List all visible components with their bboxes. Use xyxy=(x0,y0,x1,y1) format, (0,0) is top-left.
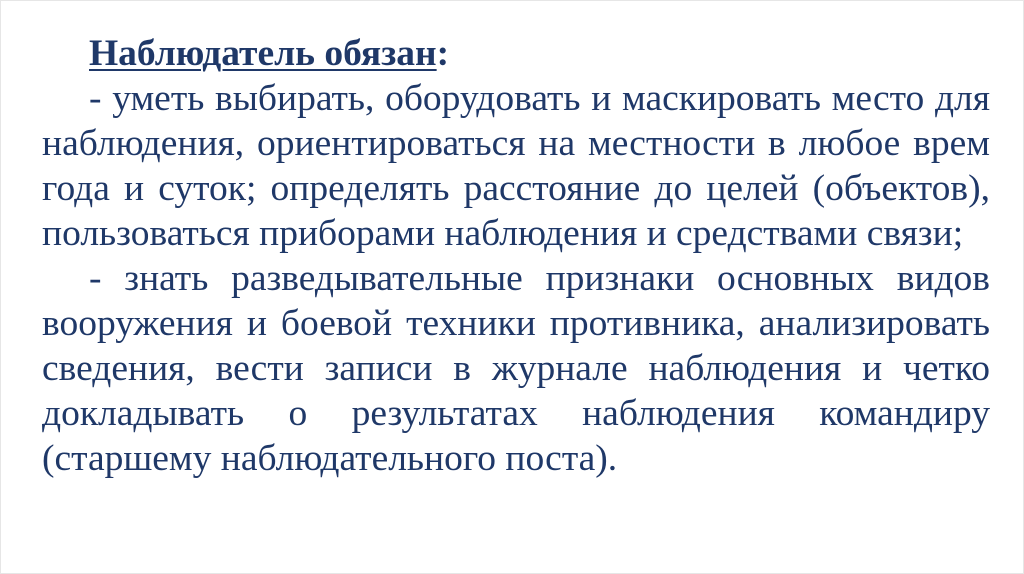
heading-text: Наблюдатель обязан xyxy=(89,33,437,74)
slide-heading xyxy=(89,31,990,76)
heading-colon: : xyxy=(436,33,450,74)
duty-paragraph-2: - знать разведывательные признаки основных видов вооружения и боевой техники противника, анализировать сведения, вести записи в журнале наблюдения и четко докладывать о результатах наблюдения командиру (старшему наблюдательного поста). xyxy=(42,258,990,479)
duty-paragraph-1: - уметь выбирать, оборудовать и маскировать место для наблюдения, ориентироваться на местности в любое врем года и суток; определять расстояние до целей (объектов), пользоваться приборами наблюдения и средствами связи; xyxy=(42,78,990,254)
slide-content xyxy=(42,31,990,481)
